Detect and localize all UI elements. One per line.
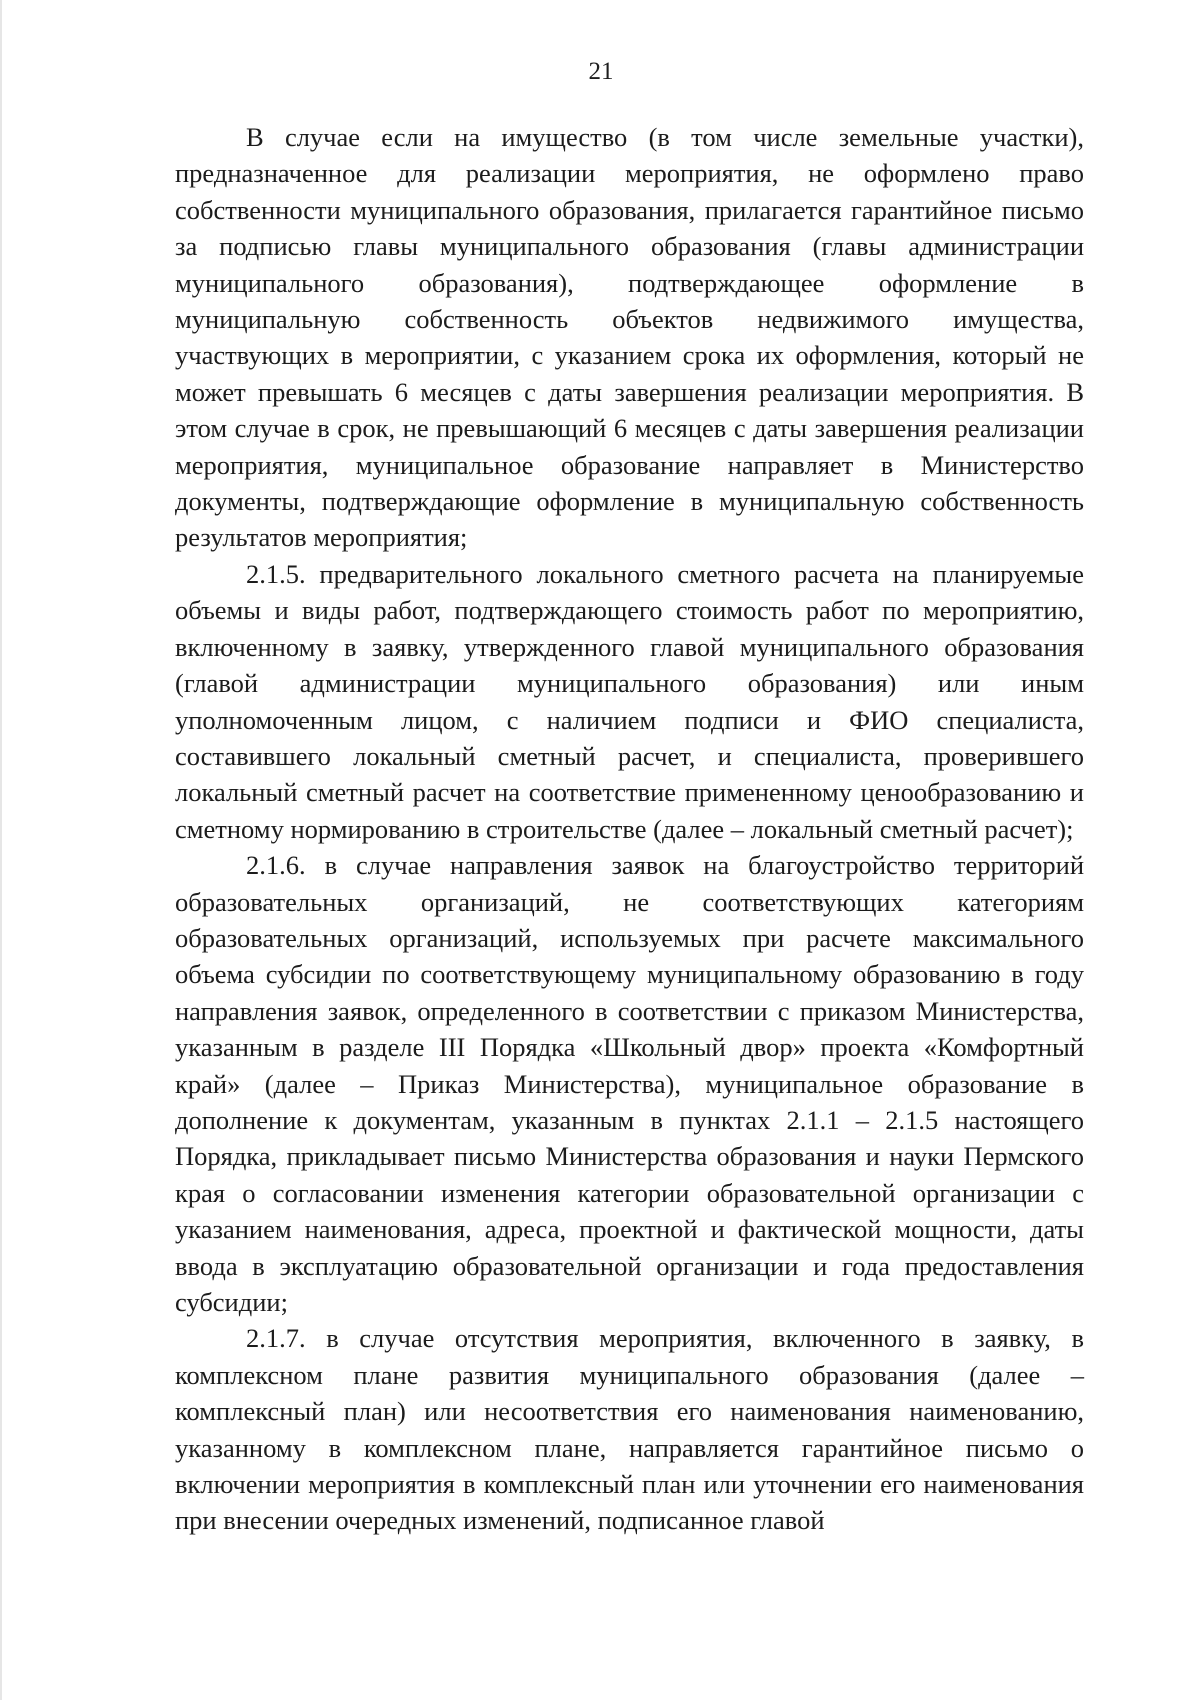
document-body (175, 119, 1084, 1539)
paragraph-2-1-7: 2.1.7. в случае отсутствия мероприятия, включенного в заявку, в комплексном плане развития муниципального образования (далее – комплексный план) или несоответствия его наименования наименованию, указанному в комплексном плане, направляется гарантийное письмо о включении мероприятия в комплексный план или уточнении его наименования при внесении очередных изменений, подписанное главой (175, 1323, 1084, 1536)
paragraph-2-1-5: 2.1.5. предварительного локального сметного расчета на планируемые объемы и виды работ, подтверждающего стоимость работ по мероприятию, включенному в заявку, утвержденного главой муниципального образования (главой администрации муниципального образования) или иным уполномоченным лицом, с наличием подписи и ФИО специалиста, составившего локальный сметный расчет, и специалиста, проверившего локальный сметный расчет на соответствие примененному ценообразованию и сметному нормированию в строительстве (далее – локальный сметный расчет); (175, 558, 1084, 844)
paragraph-2-1-6: 2.1.6. в случае направления заявок на благоустройство территорий образовательных организаций, не соответствующих категориям образовательных организаций, используемых при расчете максимального объема субсидии по соответствующему муниципальному образованию в году направления заявок, определенного в соответствии с приказом Министерства, указанным в разделе III Порядка «Школьный двор» проекта «Комфортный край» (далее – Приказ Министерства), муниципальное образование в дополнение к документам, указанным в пунктах 2.1.1 – 2.1.5 настоящего Порядка, прикладывает письмо Министерства образования и науки Пермского края о согласовании изменения категории образовательной организации с указанием наименования, адреса, проектной и фактической мощности, даты ввода в эксплуатацию образовательной организации и года предоставления субсидии; (175, 850, 1084, 1317)
paragraph-property-rights: В случае если на имущество (в том числе земельные участки), предназначенное для реализации мероприятия, не оформлено право собственности муниципального образования, прилагается гарантийное письмо за подписью главы муниципального образования (главы администрации муниципального образования), подтверждающее оформление в муниципальную собственность объектов недвижимого имущества, участвующих в мероприятии, с указанием срока их оформления, который не может превышать 6 месяцев с даты завершения реализации мероприятия. В этом случае в срок, не превышающий 6 месяцев с даты завершения реализации мероприятия, муниципальное образование направляет в Министерство документы, подтверждающие оформление в муниципальную собственность результатов мероприятия; (175, 122, 1084, 553)
page-number: 21 (588, 58, 614, 85)
